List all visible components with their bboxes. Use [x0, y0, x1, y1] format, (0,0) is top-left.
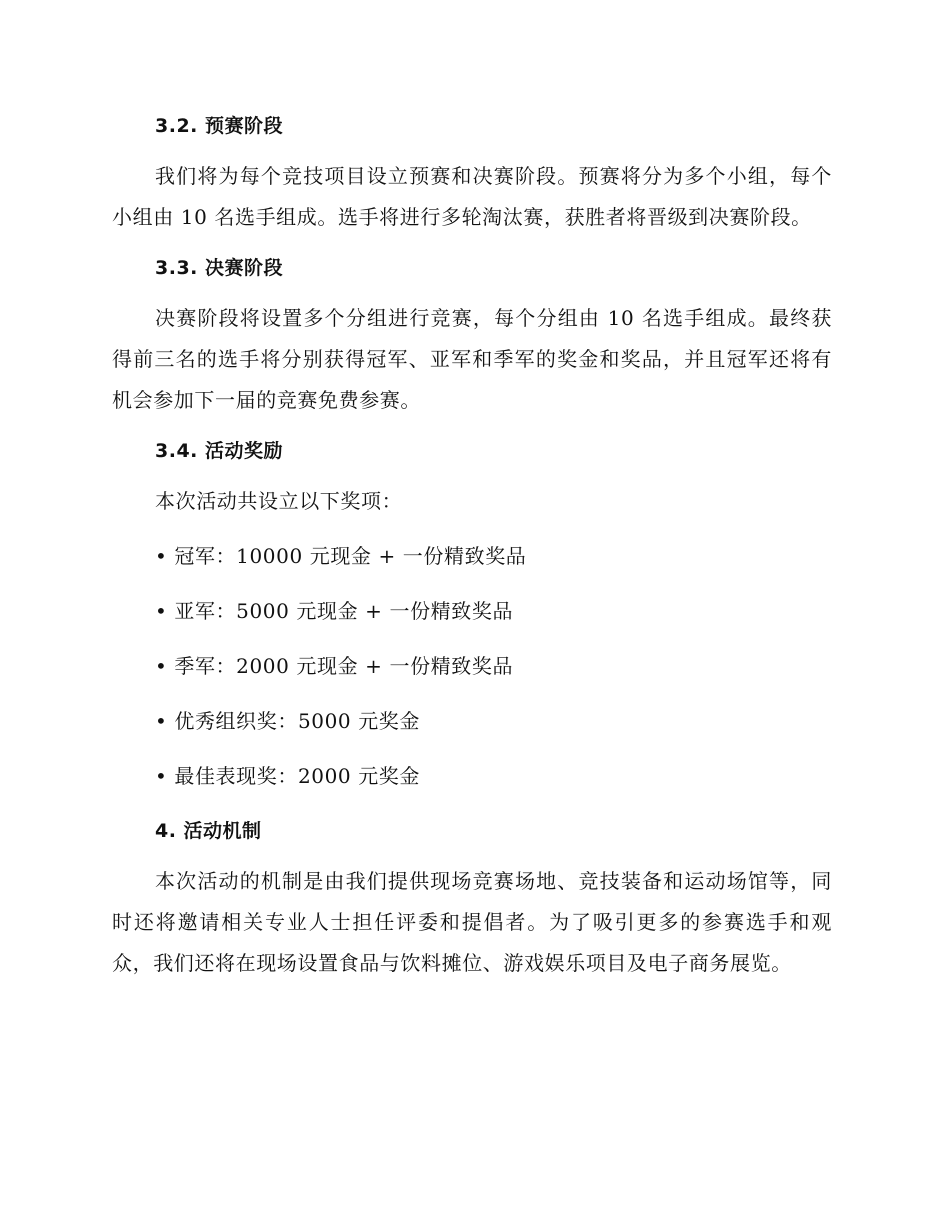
document-content — [112, 106, 832, 994]
section-heading-3-3: 3.3. 决赛阶段 — [155, 257, 283, 279]
section-paragraph-4: 本次活动的机制是由我们提供现场竞赛场地、竞技装备和运动场馆等，同时还将邀请相关专业人士担任评委和提倡者。为了吸引更多的参赛选手和观众，我们还将在现场设置食品与饮料摊位、游戏娱乐项目及电子商务展览。 — [112, 869, 832, 975]
award-item: • 季军：2000 元现金 + 一份精致奖品 — [155, 654, 514, 678]
award-item: • 最佳表现奖：2000 元奖金 — [155, 764, 421, 788]
award-item: • 优秀组织奖：5000 元奖金 — [155, 709, 421, 733]
awards-intro: 本次活动共设立以下奖项： — [155, 489, 403, 513]
section-paragraph-3-3: 决赛阶段将设置多个分组进行竞赛，每个分组由 10 名选手组成。最终获得前三名的选手将分别获得冠军、亚军和季军的奖金和奖品，并且冠军还将有机会参加下一届的竞赛免费参赛。 — [112, 306, 832, 412]
section-heading-3-2: 3.2. 预赛阶段 — [155, 115, 283, 137]
section-heading-4: 4. 活动机制 — [155, 820, 262, 842]
section-paragraph-3-2: 我们将为每个竞技项目设立预赛和决赛阶段。预赛将分为多个小组，每个小组由 10 名选手组成。选手将进行多轮淘汰赛，获胜者将晋级到决赛阶段。 — [112, 164, 832, 229]
section-heading-3-4: 3.4. 活动奖励 — [155, 440, 283, 462]
award-item: • 冠军：10000 元现金 + 一份精致奖品 — [155, 544, 527, 568]
award-item: • 亚军：5000 元现金 + 一份精致奖品 — [155, 599, 514, 623]
